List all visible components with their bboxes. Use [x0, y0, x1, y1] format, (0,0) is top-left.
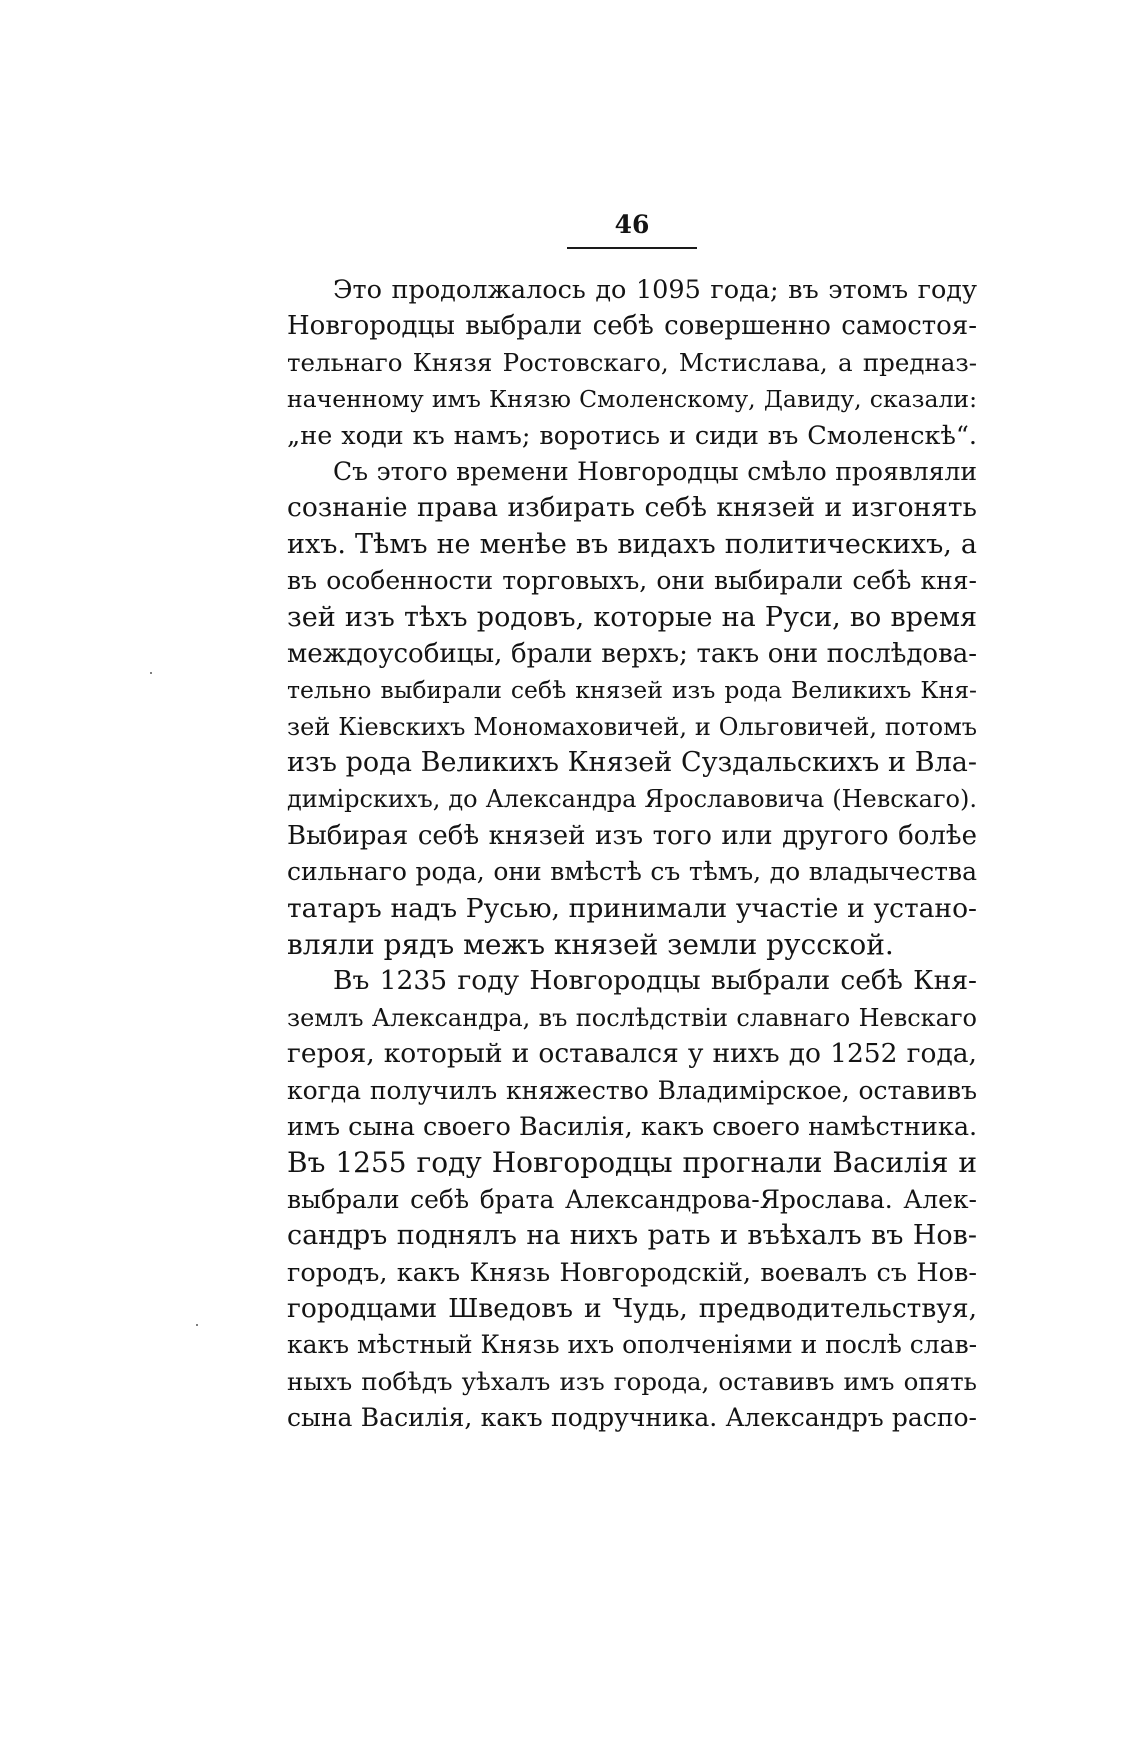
text-line: междоусобицы, брали верхъ; такъ они послѣдова- [287, 638, 977, 669]
text-line: изъ рода Великихъ Князей Суздальскихъ и Вла- [287, 747, 977, 779]
text-line: имъ сына своего Василія, какъ своего намѣстника. [287, 1111, 977, 1142]
text-line: въ особенности торговыхъ, они выбирали себѣ кня- [287, 566, 977, 596]
text-line: Въ 1235 году Новгородцы выбрали себѣ Кня- [333, 965, 977, 997]
text-line: ихъ. Тѣмъ не менѣе въ видахъ политическихъ, а [287, 528, 977, 560]
text-line: тельно выбирали себѣ князей изъ рода Великихъ Кня- [287, 676, 977, 705]
text-line: какъ мѣстный Князь ихъ ополченіями и послѣ слав- [287, 1330, 977, 1360]
scan-speck [150, 672, 152, 674]
page-number: 46 [614, 210, 650, 239]
text-line: сильнаго рода, они вмѣстѣ съ тѣмъ, до владычества [287, 857, 977, 887]
text-line: Въ 1255 году Новгородцы прогнали Василія и [287, 1146, 977, 1180]
text-line: зей Кіевскихъ Мономаховичей, и Ольговичей, потомъ [287, 712, 977, 741]
body-text [287, 272, 977, 1437]
text-line: когда получилъ княжество Владимірское, оставивъ [287, 1075, 977, 1105]
text-line: сандръ поднялъ на нихъ рать и въѣхалъ въ Нов- [287, 1220, 977, 1252]
text-line: Новгородцы выбрали себѣ совершенно самостоя- [287, 311, 977, 342]
text-line: сознаніе права избирать себѣ князей и изгонять [287, 492, 977, 524]
page-number-rule [567, 247, 697, 249]
text-line: Выбирая себѣ князей изъ того или другого болѣе [287, 820, 977, 851]
text-line: Съ этого времени Новгородцы смѣло проявляли [333, 456, 977, 486]
text-line: зей изъ тѣхъ родовъ, которые на Руси, во время [287, 601, 977, 633]
text-line: сына Василія, какъ подручника. Александръ распо- [287, 1403, 977, 1433]
text-line: городцами Шведовъ и Чудь, предводительствуя, [287, 1292, 977, 1324]
text-line: героя, который и оставался у нихъ до 1252 года, [287, 1038, 977, 1070]
text-line: тельнаго Князя Ростовскаго, Мстислава, а предназ- [287, 347, 977, 377]
text-line: вляли рядъ межъ князей земли русской. [287, 928, 894, 962]
text-line: „не ходи къ намъ; воротись и сиди въ Смоленскѣ“. [287, 420, 977, 451]
text-line: ныхъ побѣдъ уѣхалъ изъ города, оставивъ имъ опять [287, 1366, 977, 1396]
text-line: димірскихъ, до Александра Ярославовича (Невскаго). [287, 785, 977, 814]
text-line: наченному имъ Князю Смоленскому, Давиду, сказали: [287, 385, 977, 414]
text-line: выбрали себѣ брата Александрова-Ярослава. Алек- [287, 1184, 977, 1214]
text-line: Это продолжалось до 1095 года; въ этомъ году [333, 275, 977, 305]
text-line: татаръ надъ Русью, принимали участіе и устано- [287, 892, 977, 924]
scan-speck [196, 1324, 198, 1326]
text-line: городъ, какъ Князь Новгородскій, воевалъ съ Нов- [287, 1257, 977, 1288]
text-line: землъ Александра, въ послѣдствіи славнаго Невскаго [287, 1003, 977, 1032]
